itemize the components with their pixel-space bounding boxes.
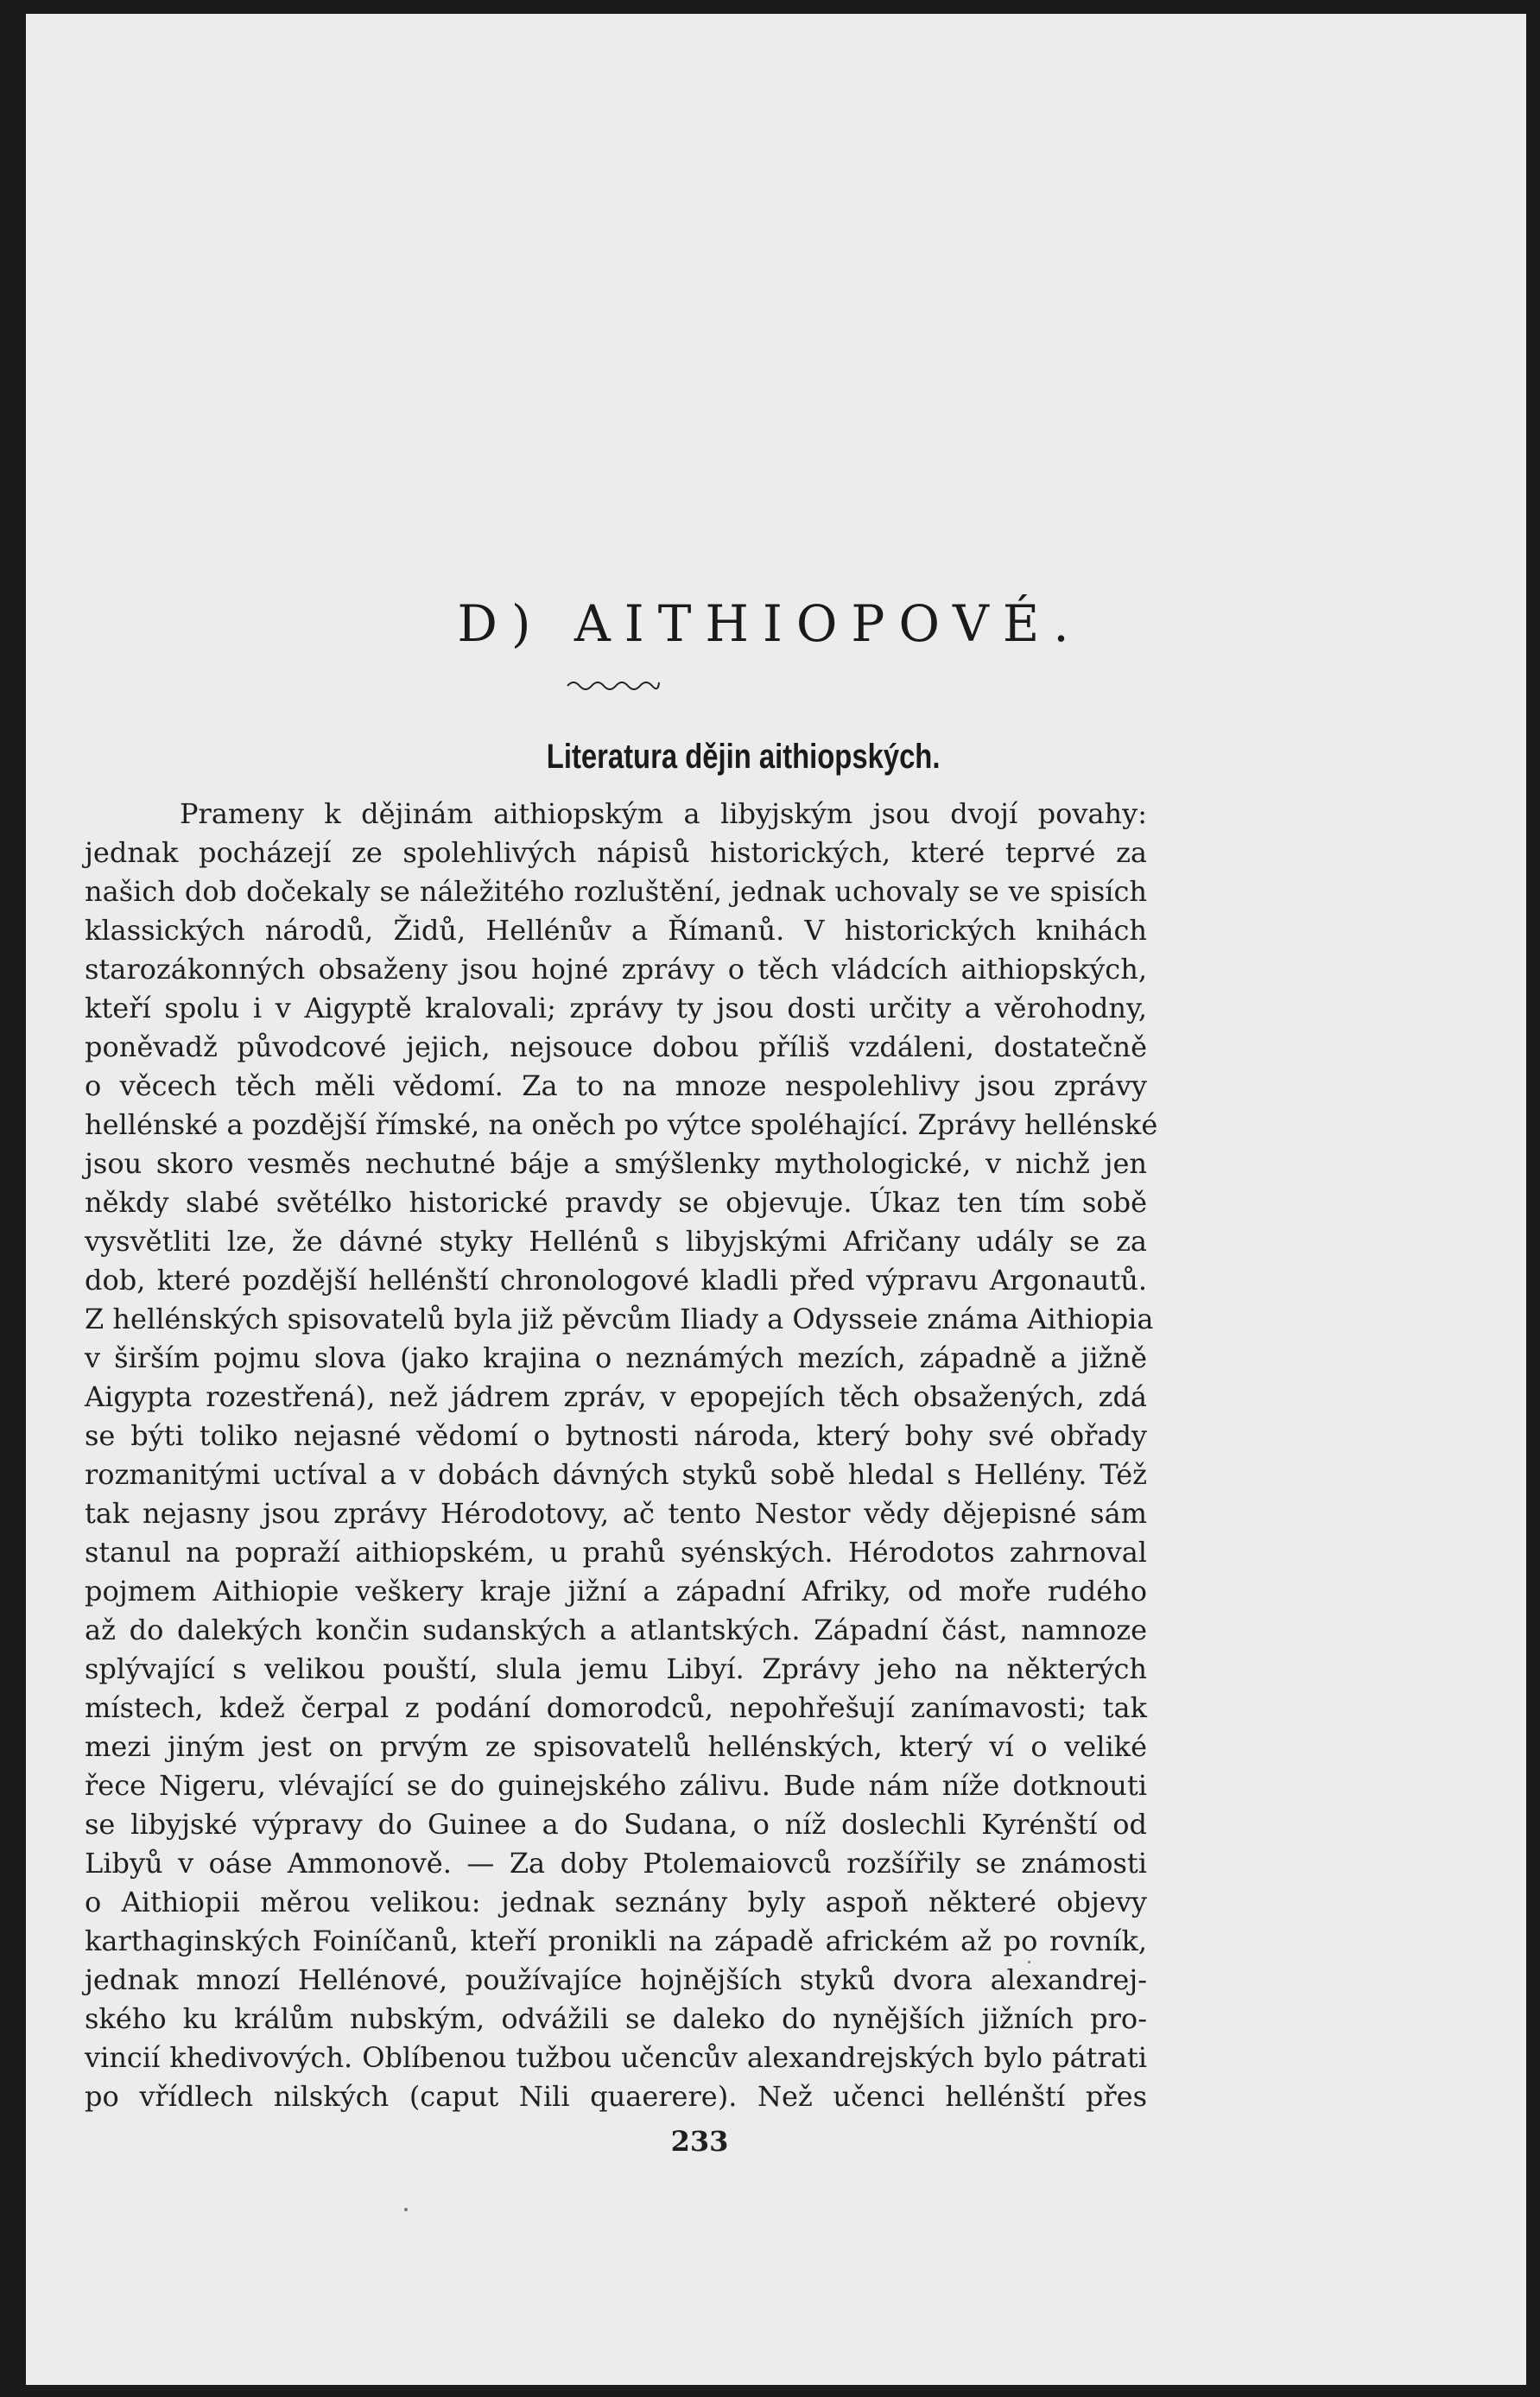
section-subtitle: Literatura dějin aithiopských. (546, 738, 941, 776)
text-line: mezi jiným jest on prvým ze spisovatelů hellénských, který ví o veliké (85, 1730, 1147, 1763)
text-line: poněvadž původcové jejich, nejsouce dobou příliš vzdáleni, dostatečně (85, 1030, 1147, 1063)
text-line: až do dalekých končin sudanských a atlantských. Západní část, namnoze (85, 1614, 1147, 1646)
text-line: jednak mnozí Hellénové, používajíce hojnějších styků dvora alexandrej- (85, 1963, 1147, 1996)
text-line: hellénské a pozdější římské, na oněch po výtce spoléhající. Zprávy hellénské (85, 1108, 1158, 1141)
text-line: o věcech těch měli vědomí. Za to na mnoze nespolehlivy jsou zprávy (85, 1069, 1147, 1102)
text-line: starozákonných obsaženy jsou hojné zprávy o těch vládcích aithiopských, (85, 953, 1147, 986)
page-number: 233 (670, 2125, 729, 2158)
text-line: v širším pojmu slova (jako krajina o neznámých mezích, západně a jižně (85, 1341, 1147, 1374)
text-line: Libyů v oáse Ammonově. — Za doby Ptolemaiovců rozšířily se známosti (85, 1847, 1147, 1880)
text-line: jednak pocházejí ze spolehlivých nápisů historických, které teprvé za (85, 836, 1147, 869)
text-line: vysvětliti lze, že dávné styky Hellénů s libyjskými Afričany udály se za (85, 1225, 1147, 1258)
text-line: karthaginských Foiníčanů, kteří pronikli na západě africkém až po rovník, (85, 1925, 1147, 1957)
text-line: někdy slabé světélko historické pravdy se objevuje. Úkaz ten tím sobě (85, 1186, 1147, 1219)
text-line: rozmanitými uctíval a v dobách dávných styků sobě hledal s Hellény. Též (85, 1458, 1147, 1491)
text-line: Z hellénských spisovatelů byla již pěvcům Iliady a Odysseie známa Aithiopia (85, 1303, 1154, 1335)
text-line: se býti toliko nejasné vědomí o bytnosti národa, který bohy své obřady (85, 1419, 1147, 1452)
text-line: se libyjské výpravy do Guinee a do Sudana, o níž doslechli Kyrénští od (85, 1808, 1147, 1841)
text-line: tak nejasny jsou zprávy Hérodotovy, ač tento Nestor vědy dějepisné sám (85, 1497, 1147, 1530)
body-text (85, 795, 1158, 2116)
text-line: jsou skoro vesměs nechutné báje a smýšlenky mythologické, v nichž jen (85, 1147, 1147, 1180)
text-line: řece Nigeru, vlévající se do guinejského zálivu. Bude nám níže dotknouti (85, 1769, 1147, 1802)
text-line: stanul na popraží aithiopském, u prahů syénských. Hérodotos zahrnoval (85, 1536, 1147, 1569)
text-line: kteří spolu i v Aigyptě kralovali; zprávy ty jsou dosti určity a věrohodny, (85, 992, 1147, 1024)
text-line: ského ku králům nubským, odvážili se daleko do nynějších jižních pro- (85, 2002, 1147, 2035)
text-line: po vřídlech nilských (caput Nili quaerere). Než učenci hellénští přes (85, 2080, 1147, 2113)
text-line: Prameny k dějinám aithiopským a libyjským jsou dvojí povahy: (180, 797, 1147, 830)
text-line: vincií khedivových. Oblíbenou tužbou učencův alexandrejských bylo pátrati (85, 2041, 1147, 2074)
text-line: splývající s velikou pouští, slula jemu Libyí. Zprávy jeho na některých (85, 1652, 1147, 1685)
wavy-line-ornament-icon (566, 677, 661, 694)
text-line: klassických národů, Židů, Hellénův a Římanů. V historických knihách (85, 914, 1147, 947)
paper-speck (404, 2208, 408, 2211)
text-line: Aigypta rozestřená), než jádrem zpráv, v epopejích těch obsažených, zdá (85, 1380, 1147, 1413)
text-line: našich dob dočekaly se náležitého rozluštění, jednak uchovaly se ve spisích (85, 875, 1147, 908)
text-line: o Aithiopii měrou velikou: jednak seznány byly aspoň některé objevy (85, 1886, 1147, 1918)
page-title: D) AITHIOPOVÉ. (457, 594, 1083, 653)
paper-speck (1028, 1961, 1030, 1963)
text-line: místech, kdež čerpal z podání domorodců, nepohřešují zanímavosti; tak (85, 1691, 1147, 1724)
text-line: dob, které pozdější hellénští chronologové kladli před výpravu Argonautů. (85, 1264, 1147, 1297)
text-line: pojmem Aithiopie veškery kraje jižní a západní Afriky, od moře rudého (85, 1575, 1147, 1608)
